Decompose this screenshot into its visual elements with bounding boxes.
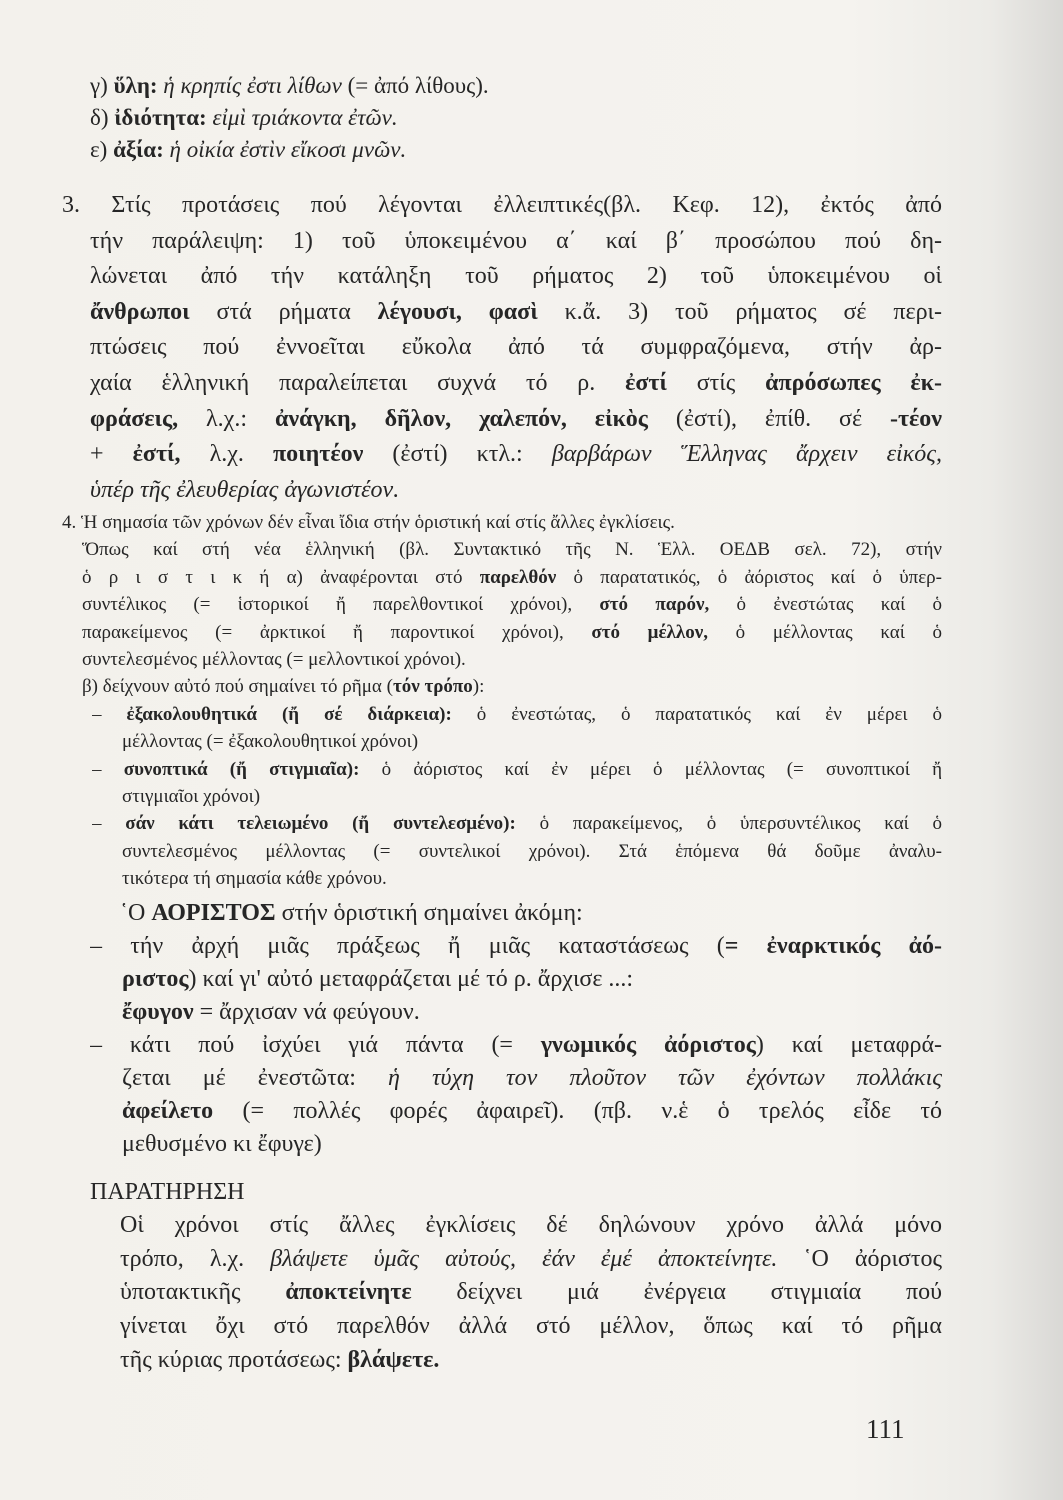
text-run: ζεται μέ ἐνεστῶτα: — [122, 1065, 389, 1091]
bold-term: ἀξία: — [113, 137, 164, 162]
bold-term: -τέον — [889, 405, 942, 432]
text-line — [82, 618, 942, 648]
text-run: – — [92, 703, 127, 725]
text-run: γίνεται ὄχι στό παρελθόν ἀλλά στό μέλλον, ὅπως καί τό ρῆμα — [120, 1313, 942, 1340]
text-run: ὁ παρακείμενος, ὁ ὑπερσυντέλικος καί ὁ — [515, 813, 942, 835]
text-run: τήν παράλειψη: 1) τοῦ ὑποκειμένου α΄ καί β΄ προσώπου πού δη- — [90, 227, 942, 254]
text-run: μέλλοντας (= ἐξακολουθητικοί χρόνοι) — [122, 731, 419, 753]
text-line — [122, 964, 633, 994]
text-line — [92, 755, 942, 785]
text-run: δ) — [90, 105, 115, 130]
text-run: = ἄρχισαν νά φεύγουν. — [193, 999, 420, 1025]
text-run: συντελεσμένος μέλλοντας (= συντελικοί χρόνοι). Στά ἑπόμενα θά δοῦμε ἀναλυ- — [122, 840, 942, 862]
text-run: β) δείχνουν αὐτό πού σημαίνει τό ρῆμα ( — [82, 676, 393, 698]
text-line — [90, 135, 406, 165]
text-line — [122, 1129, 322, 1159]
text-run: τρόπο, λ.χ. — [120, 1245, 271, 1272]
text-run: πτώσεις πού ἐννοεῖται εὔκολα ἀπό τά συμφραζόμενα, στήν ἀρ- — [90, 334, 942, 361]
text-run: + — [90, 441, 133, 468]
bold-term: συνοπτικά (ἤ στιγμιαῖα): — [123, 758, 360, 780]
text-line — [120, 1345, 439, 1375]
bold-term: παρελθόν — [479, 566, 557, 588]
text-run: τικότερα τή σημασία κάθε χρόνου. — [122, 868, 387, 890]
text-run: (ἐστί), ἐπίθ. σέ — [647, 405, 890, 432]
text-run: – κάτι πού ἰσχύει γιά πάντα (= — [90, 1032, 541, 1058]
text-run: ὁ μέλλοντας καί ὁ — [707, 621, 942, 643]
text-run: Ὅπως καί στή νέα ἑλληνική (βλ. Συντακτικό τῆς Ν. Ἑλλ. ΟΕΔΒ σελ. 72), στήν — [82, 539, 942, 561]
text-run: ) καί γι' αὐτό μεταφράζεται μέ τό ρ. ἄρχισε ...: — [188, 966, 634, 992]
text-line — [90, 71, 489, 101]
text-line — [90, 226, 942, 256]
text-line — [122, 837, 942, 867]
text-line — [90, 368, 942, 398]
text-run: 3. Στίς προτάσεις πού λέγονται ἐλλειπτικές(βλ. Κεφ. 12), ἐκτός ἀπό — [62, 192, 942, 218]
text-line — [122, 1063, 942, 1093]
text-run: συντελεσμένος μέλλοντας (= μελλοντικοί χρόνοι). — [82, 649, 466, 670]
text-line — [62, 190, 942, 220]
text-run: τῆς κύριας προτάσεως: — [120, 1346, 348, 1373]
text-line — [90, 103, 398, 133]
text-line — [82, 645, 466, 675]
text-run: στά ρήματα — [189, 298, 378, 325]
text-line — [92, 809, 942, 839]
text-run: ὁ ρ ι σ τ ι κ ή α) ἀναφέρονται στό — [82, 566, 480, 588]
text-run: ὁ παρατατικός, ὁ ἀόριστος καί ὁ ὑπερ- — [556, 566, 942, 588]
bold-term: ἔφυγον — [122, 999, 194, 1025]
text-line — [120, 1244, 942, 1274]
bold-term: γνωμικός ἀόριστος — [540, 1032, 756, 1058]
italic-example: ἡ οἰκία ἐστὶν εἴκοσι μνῶν. — [169, 137, 407, 162]
italic-example: ἡ τύχη τον πλοῦτον τῶν ἐχόντων πολλάκις — [388, 1065, 942, 1091]
text-run: στιγμιαῖοι χρόνοι) — [122, 786, 261, 807]
text-run: μεθυσμένο κι ἔφυγε) — [122, 1131, 322, 1157]
text-run: ) καί μεταφρά- — [755, 1032, 942, 1058]
italic-example: βλάψετε ὑμᾶς αὐτούς, ἐάν ἐμέ ἀποκτείνητε. — [270, 1245, 778, 1272]
text-line — [122, 782, 260, 812]
text-run: ): — [472, 676, 485, 698]
bold-term: ἀφείλετο — [122, 1098, 214, 1124]
bold-term: ἄνθρωποι — [90, 298, 190, 325]
text-line — [82, 563, 942, 593]
bold-term: ἐξακολουθητικά (ἤ σέ διάρκεια): — [126, 703, 452, 725]
text-run: (= ἀπό λίθους). — [341, 73, 489, 98]
text-run: λώνεται ἀπό τήν κατάληξη τοῦ ρήματος 2) τοῦ ὑποκειμένου οἱ — [90, 263, 942, 290]
text-line — [122, 1096, 942, 1126]
text-line — [82, 590, 942, 620]
text-line — [92, 700, 942, 730]
text-run: (ἐστί) κτλ.: — [363, 441, 552, 468]
bold-term: φράσεις, — [90, 405, 179, 432]
text-run: – τήν ἀρχή μιᾶς πράξεως ἤ μιᾶς καταστάσεως ( — [90, 933, 725, 959]
text-run: λ.χ. — [180, 441, 274, 468]
bold-term: ἐστί, — [132, 441, 181, 468]
italic-example: βαρβάρων Ἕλληνας ἄρχειν εἰκός, — [551, 441, 942, 468]
text-line — [62, 508, 675, 538]
bold-term: ὕλη: — [113, 73, 158, 98]
text-run: χαία ἑλληνική παραλείπεται συχνά τό ρ. — [90, 370, 626, 396]
text-line — [82, 672, 484, 702]
text-run: ὁ ἐνεστώτας, ὁ παρατατικός καί ἐν μέρει ὁ — [451, 703, 942, 725]
text-line — [90, 475, 399, 505]
page-number: 111 — [866, 1414, 905, 1444]
text-line — [90, 297, 942, 327]
bold-term: ἀνάγκη, δῆλον, χαλεπόν, εἰκὸς — [274, 405, 648, 432]
text-run: (= πολλές φορές ἀφαιρεῖ). (πβ. ν.ἑ ὁ τρελός εἶδε τό — [213, 1098, 942, 1124]
text-line — [90, 404, 942, 434]
text-line — [82, 535, 942, 565]
text-run: παρακείμενος (= ἀρκτικοί ἤ παροντικοί χρόνοι), — [82, 621, 592, 643]
text-run: ῾Ο ἀόριστος — [777, 1245, 942, 1272]
italic-example: εἰμὶ τριάκοντα ἐτῶν. — [212, 105, 398, 130]
text-line — [120, 1210, 942, 1240]
text-line — [90, 931, 942, 961]
text-run: γ) — [90, 73, 114, 98]
text-line — [90, 332, 942, 362]
italic-example: ὑπέρ τῆς ἐλευθερίας ἀγωνιστέον. — [90, 476, 400, 503]
text-run: 4. Ἡ σημασία τῶν χρόνων δέν εἶναι ἴδια στήν ὁριστική καί στίς ἄλλες ἐγκλίσεις. — [62, 512, 675, 533]
text-run: λ.χ.: — [178, 405, 275, 432]
bold-term: = ἐναρκτικός ἀό- — [724, 933, 942, 959]
text-run: συντέλικος (= ἱστορικοί ἤ παρελθοντικοί χρόνοι), — [82, 594, 600, 616]
text-run: – — [92, 813, 126, 835]
text-line — [120, 1311, 942, 1341]
text-line — [122, 864, 387, 894]
text-line — [90, 1177, 245, 1207]
italic-example: ἡ κρηπίς ἐστι λίθων — [163, 73, 342, 98]
text-run: ε) — [90, 137, 114, 162]
text-line — [120, 1277, 942, 1307]
text-line — [122, 997, 420, 1027]
bold-term: στό παρόν, — [599, 594, 710, 616]
text-run: στήν ὁριστική σημαίνει ἀκόμη: — [275, 900, 583, 926]
bold-term: τόν τρόπο — [392, 676, 473, 698]
text-line — [90, 439, 942, 469]
bold-term: ἰδιότητα: — [114, 105, 207, 130]
text-run: ΠΑΡΑΤΗΡΗΣΗ — [90, 1179, 245, 1205]
text-line — [90, 1030, 942, 1060]
bold-term: ΑΟΡΙΣΤΟΣ — [151, 900, 276, 926]
bold-term: ριστος — [122, 966, 189, 992]
text-run: ὁ ἀόριστος καί ἐν μέρει ὁ μέλλοντας (= συνοπτικοί ἤ — [359, 758, 942, 780]
bold-term: ἀπρόσωπες ἐκ- — [765, 370, 942, 396]
text-line — [122, 727, 418, 757]
bold-term: στό μέλλον, — [591, 621, 708, 643]
bold-term: βλάψετε. — [347, 1346, 440, 1373]
text-run: ὑποτακτικῆς — [120, 1279, 286, 1306]
text-run: Οἱ χρόνοι στίς ἄλλες ἐγκλίσεις δέ δηλώνουν χρόνο ἀλλά μόνο — [120, 1212, 942, 1238]
bold-term: ἐστί — [625, 370, 667, 396]
bold-term: ἀποκτείνητε — [285, 1279, 412, 1306]
text-run: στίς — [666, 370, 766, 396]
bold-term: λέγουσι, φασὶ — [377, 298, 538, 325]
text-run: ὁ ἐνεστώτας καί ὁ — [709, 594, 942, 616]
text-run: κ.ἄ. 3) τοῦ ρήματος σέ περι- — [537, 298, 942, 325]
text-line — [120, 898, 583, 928]
bold-term: ποιητέον — [273, 441, 364, 468]
text-run: δείχνει μιά ἐνέργεια στιγμιαία πού — [411, 1279, 942, 1306]
bold-term: σάν κάτι τελειωμένο (ἤ συντελεσμένο): — [125, 813, 516, 835]
text-run: – — [92, 758, 124, 780]
text-line — [90, 261, 942, 291]
text-run: ῾Ο — [120, 900, 152, 926]
